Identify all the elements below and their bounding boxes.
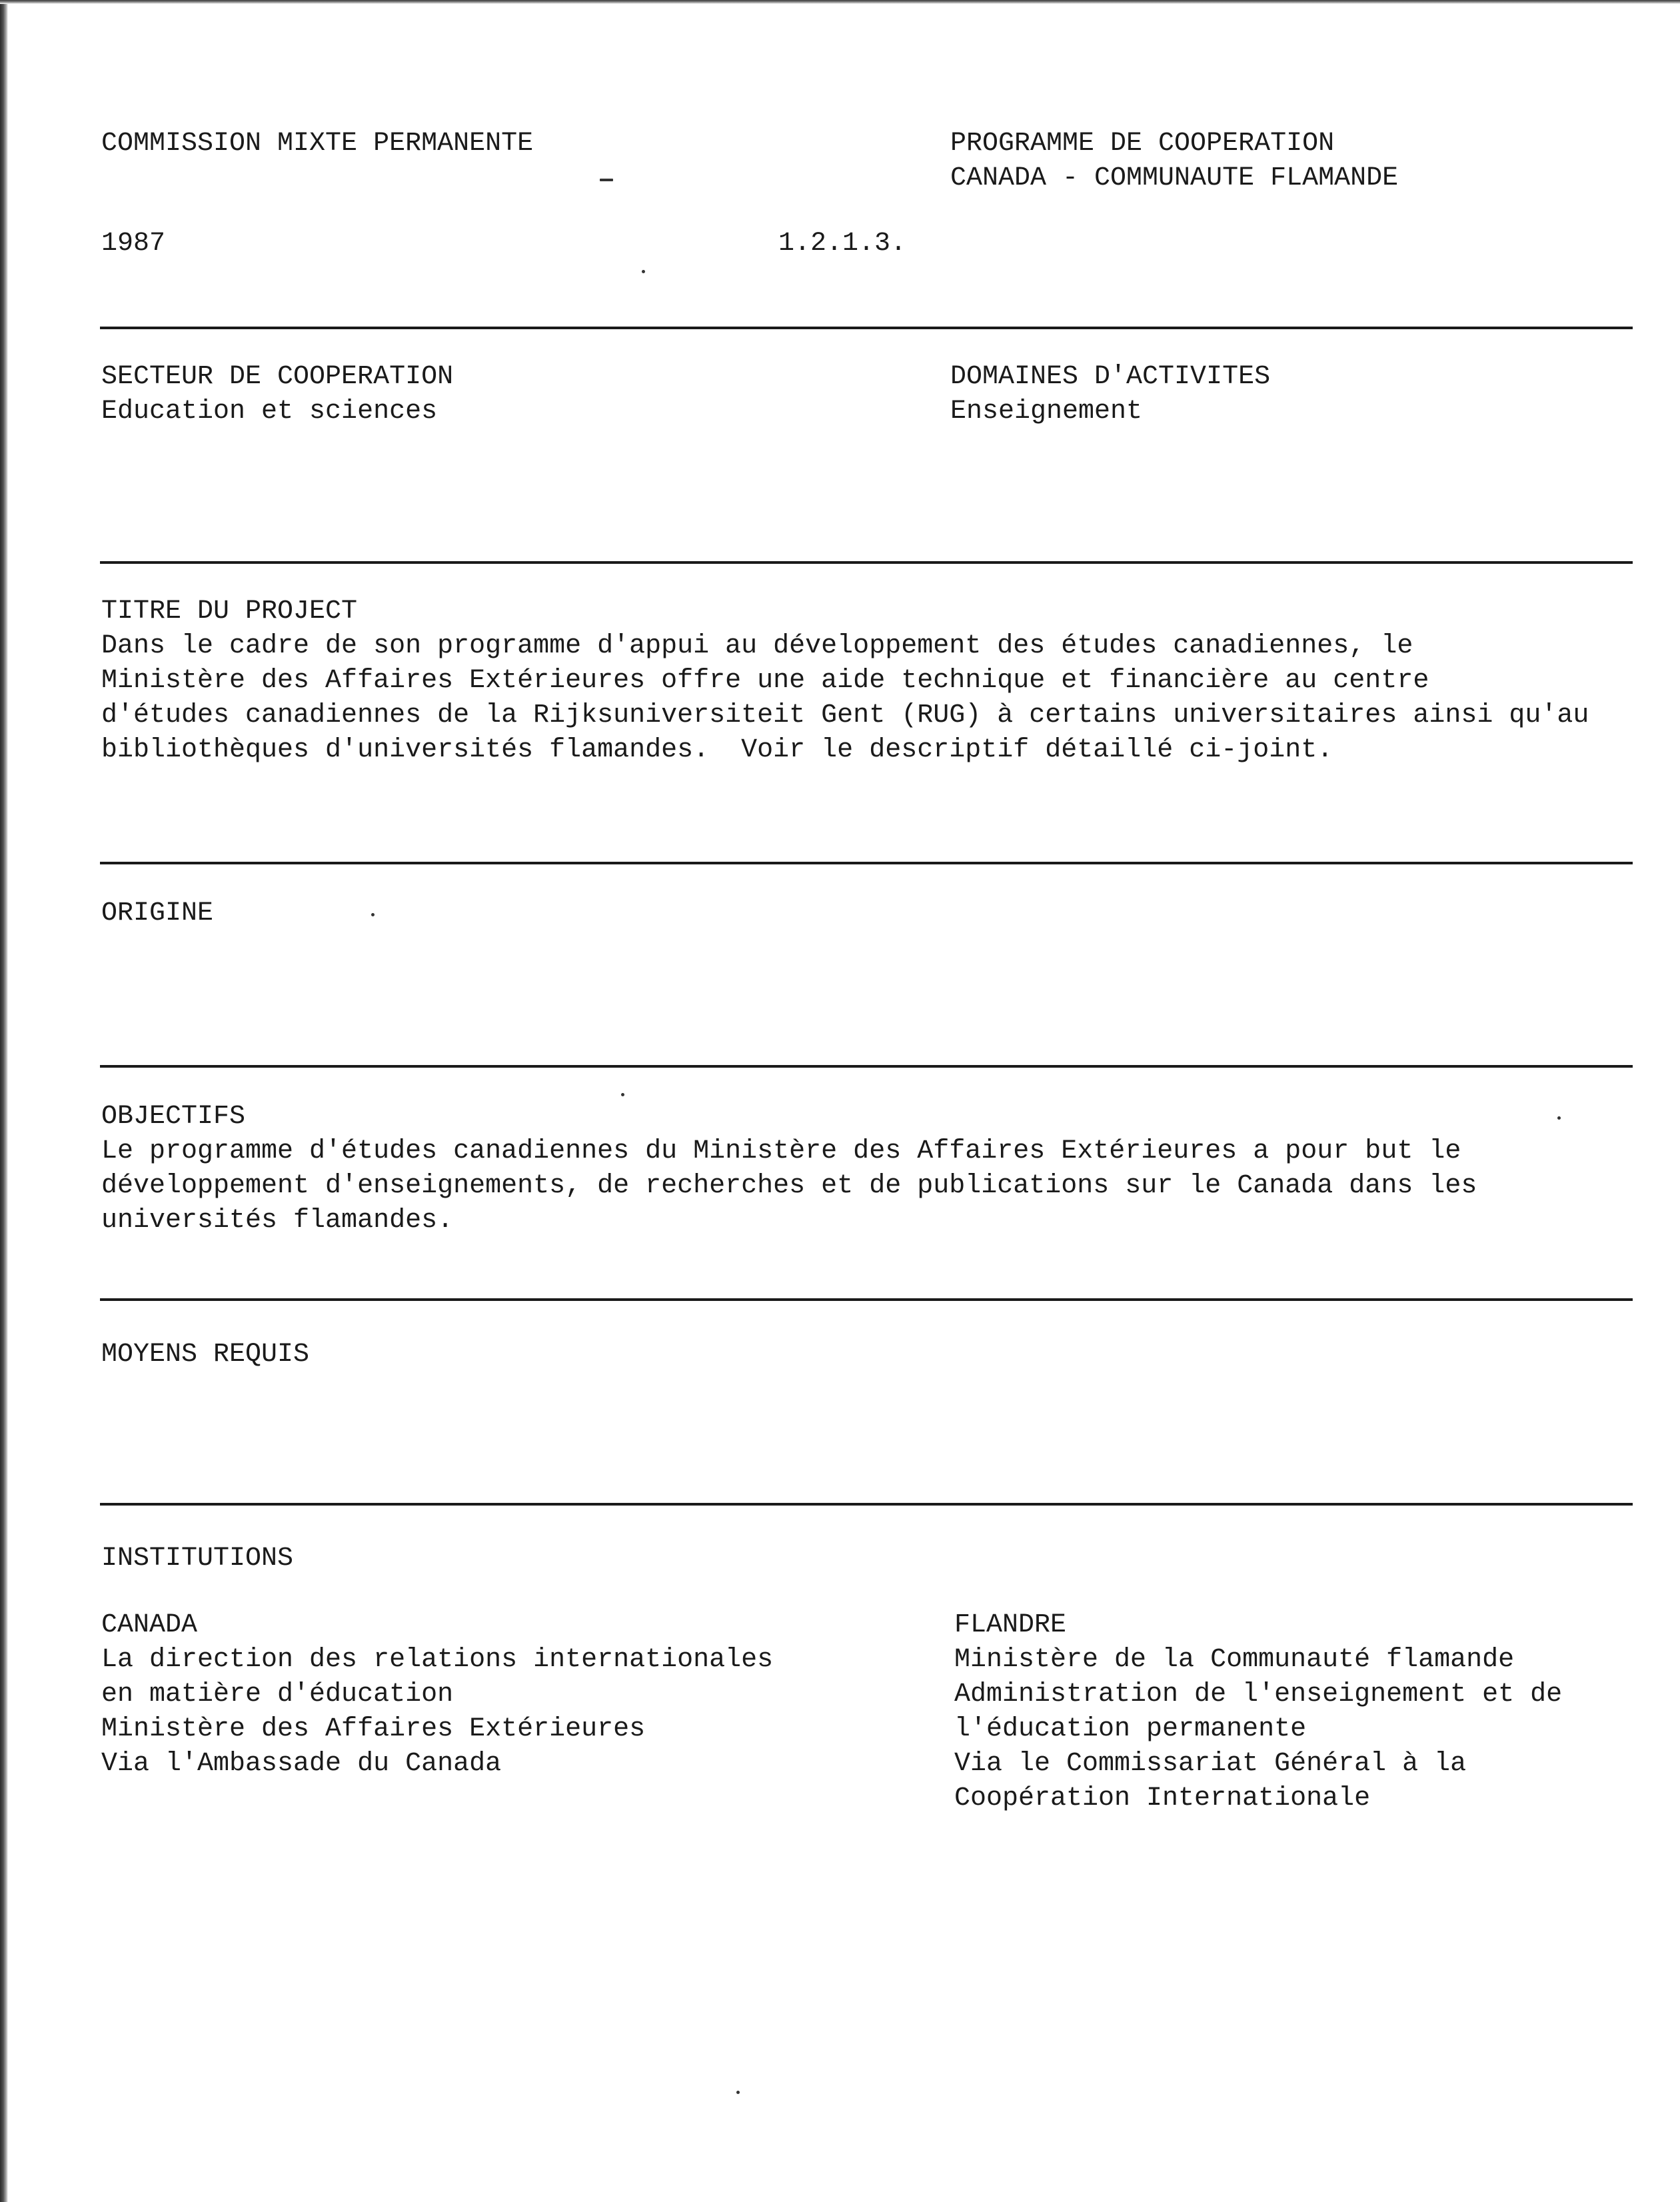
scan-speck	[736, 2091, 740, 2094]
programme-line-1: PROGRAMME DE COOPERATION	[950, 129, 1335, 159]
divider-1	[100, 327, 1633, 329]
objectives-line: développement d'enseignements, de recherches et de publications sur le Canada dans les	[101, 1171, 1477, 1201]
project-title-line: Dans le cadre de son programme d'appui au développement des études canadiennes, le	[101, 631, 1413, 661]
canada-line: Ministère des Affaires Extérieures	[101, 1714, 646, 1744]
canada-heading: CANADA	[101, 1610, 198, 1640]
divider-4	[100, 1065, 1633, 1068]
programme-line-2: CANADA - COMMUNAUTE FLAMANDE	[950, 163, 1399, 193]
project-title-label: TITRE DU PROJECT	[101, 596, 358, 626]
project-title-line: bibliothèques d'universités flamandes. Voir le descriptif détaillé ci-joint.	[101, 735, 1333, 765]
canada-line: La direction des relations internationales	[101, 1645, 774, 1675]
objectives-label: OBJECTIFS	[101, 1102, 246, 1132]
divider-6	[100, 1503, 1633, 1506]
sector-label: SECTEUR DE COOPERATION	[101, 362, 454, 392]
flandre-heading: FLANDRE	[954, 1610, 1067, 1640]
origin-label: ORIGINE	[101, 898, 214, 928]
commission-title: COMMISSION MIXTE PERMANENTE	[101, 129, 534, 159]
scan-speck	[600, 179, 613, 181]
sector-value: Education et sciences	[101, 397, 438, 427]
domains-label: DOMAINES D'ACTIVITES	[950, 362, 1271, 392]
flandre-line: Ministère de la Communauté flamande	[954, 1645, 1515, 1675]
reference-number: 1.2.1.3.	[778, 229, 907, 259]
scan-speck	[371, 913, 375, 916]
flandre-line: Administration de l'enseignement et de	[954, 1679, 1563, 1709]
objectives-line: Le programme d'études canadiennes du Ministère des Affaires Extérieures a pour but le	[101, 1136, 1461, 1166]
flandre-line: Coopération Internationale	[954, 1783, 1371, 1813]
divider-3	[100, 862, 1633, 864]
canada-line: en matière d'éducation	[101, 1679, 454, 1709]
flandre-line: l'éducation permanente	[954, 1714, 1307, 1744]
year: 1987	[101, 229, 166, 259]
project-title-line: Ministère des Affaires Extérieures offre une aide technique et financière au centre	[101, 666, 1429, 696]
domains-value: Enseignement	[950, 397, 1143, 427]
scan-edge-top	[0, 0, 1680, 4]
flandre-line: Via le Commissariat Général à la	[954, 1749, 1467, 1779]
divider-2	[100, 561, 1633, 564]
means-label: MOYENS REQUIS	[101, 1340, 310, 1370]
project-title-line: d'études canadiennes de la Rijksuniversiteit Gent (RUG) à certains universitaires ainsi qu'au	[101, 700, 1589, 730]
objectives-line: universités flamandes.	[101, 1206, 454, 1236]
institutions-label: INSTITUTIONS	[101, 1544, 294, 1574]
scan-speck	[621, 1093, 624, 1096]
canada-line: Via l'Ambassade du Canada	[101, 1749, 502, 1779]
scan-speck	[642, 270, 645, 273]
scan-speck	[1557, 1116, 1561, 1120]
scan-edge-left	[0, 0, 8, 2202]
divider-5	[100, 1298, 1633, 1301]
